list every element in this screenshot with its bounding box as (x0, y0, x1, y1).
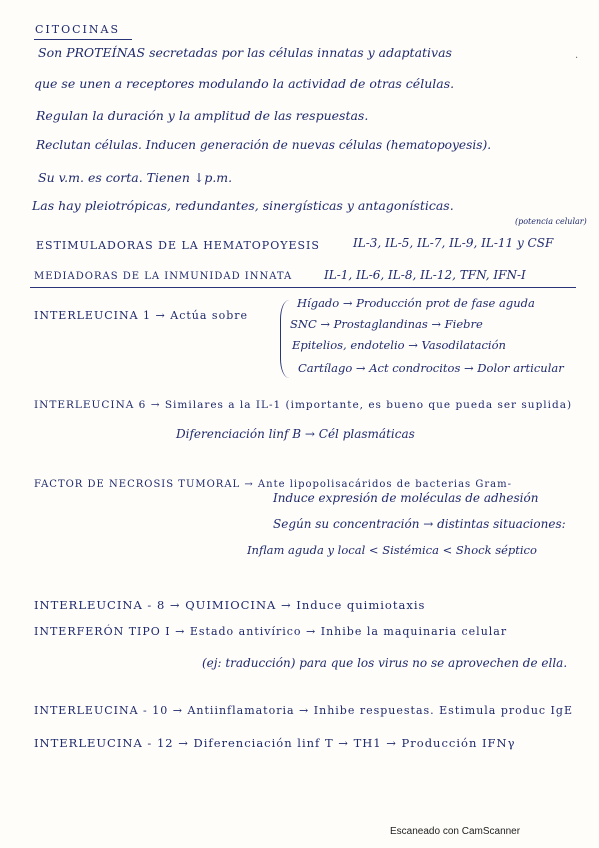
intro-line: que se unen a receptores modulando la actividad de otras células. (34, 76, 455, 91)
il12-line: INTERLEUCINA - 12 → Diferenciación linf T → TH1 → Producción IFNγ (34, 736, 516, 750)
il8-line: INTERLEUCINA - 8 → QUIMIOCINA → Induce quimiotaxis (34, 598, 426, 612)
il1-label: INTERLEUCINA 1 → Actúa sobre (34, 309, 249, 322)
page-title: CITOCINAS (35, 23, 120, 36)
il1-target: Epitelios, endotelio → Vasodilatación (292, 338, 506, 352)
intro-line: Reclutan células. Inducen generación de nuevas células (hematopoyesis). (36, 138, 492, 152)
intro-line: Son PROTEÍNAS secretadas por las células innatas y adaptativas (38, 45, 452, 60)
il10-line: INTERLEUCINA - 10 → Antiinflamatoria → Inhibe respuestas. Estimula produc IgE (34, 704, 573, 717)
ifn-line2: (ej: traducción) para que los virus no se aprovechen de ella. (202, 656, 568, 670)
innata-list: IL-1, IL-6, IL-8, IL-12, TFN, IFN-I (324, 268, 526, 282)
potent-note: (potencia celular) (515, 217, 587, 226)
intro-line: Su v.m. es corta. Tienen ↓p.m. (38, 170, 233, 185)
camscanner-watermark: Escaneado con CamScanner (390, 826, 521, 837)
intro-line: Regulan la duración y la amplitud de las respuestas. (36, 108, 369, 123)
intro-line: Las hay pleiotrópicas, redundantes, sinergísticas y antagonísticas. (32, 198, 454, 213)
hemato-list: IL-3, IL-5, IL-7, IL-9, IL-11 y CSF (353, 236, 554, 250)
il1-target: Hígado → Producción prot de fase aguda (297, 296, 535, 310)
title-underline (34, 39, 132, 40)
il1-target: Cartílago → Act condrocitos → Dolor articular (298, 361, 564, 375)
tnf-line4: Inflam aguda y local < Sistémica < Shock séptico (247, 543, 537, 557)
il1-target: SNC → Prostaglandinas → Fiebre (290, 317, 483, 331)
innata-underline (30, 287, 576, 288)
ifn-line1: INTERFERÓN TIPO I → Estado antivírico → Inhibe la maquinaria celular (34, 625, 508, 638)
margin-mark: . (575, 50, 579, 61)
tnf-line1: FACTOR DE NECROSIS TUMORAL → Ante lipopolisacáridos de bacterias Gram- (34, 479, 512, 490)
innata-label: MEDIADORAS DE LA INMUNIDAD INNATA (34, 271, 293, 282)
tnf-line3: Según su concentración → distintas situaciones: (273, 517, 566, 531)
il1-brace (280, 300, 289, 378)
il6-line1: INTERLEUCINA 6 → Similares a la IL-1 (importante, es bueno que pueda ser suplida) (34, 399, 573, 411)
hemato-label: ESTIMULADORAS DE LA HEMATOPOYESIS (36, 239, 320, 252)
il6-line2: Diferenciación linf B → Cél plasmáticas (176, 427, 415, 441)
tnf-line2: Induce expresión de moléculas de adhesión (273, 491, 539, 505)
